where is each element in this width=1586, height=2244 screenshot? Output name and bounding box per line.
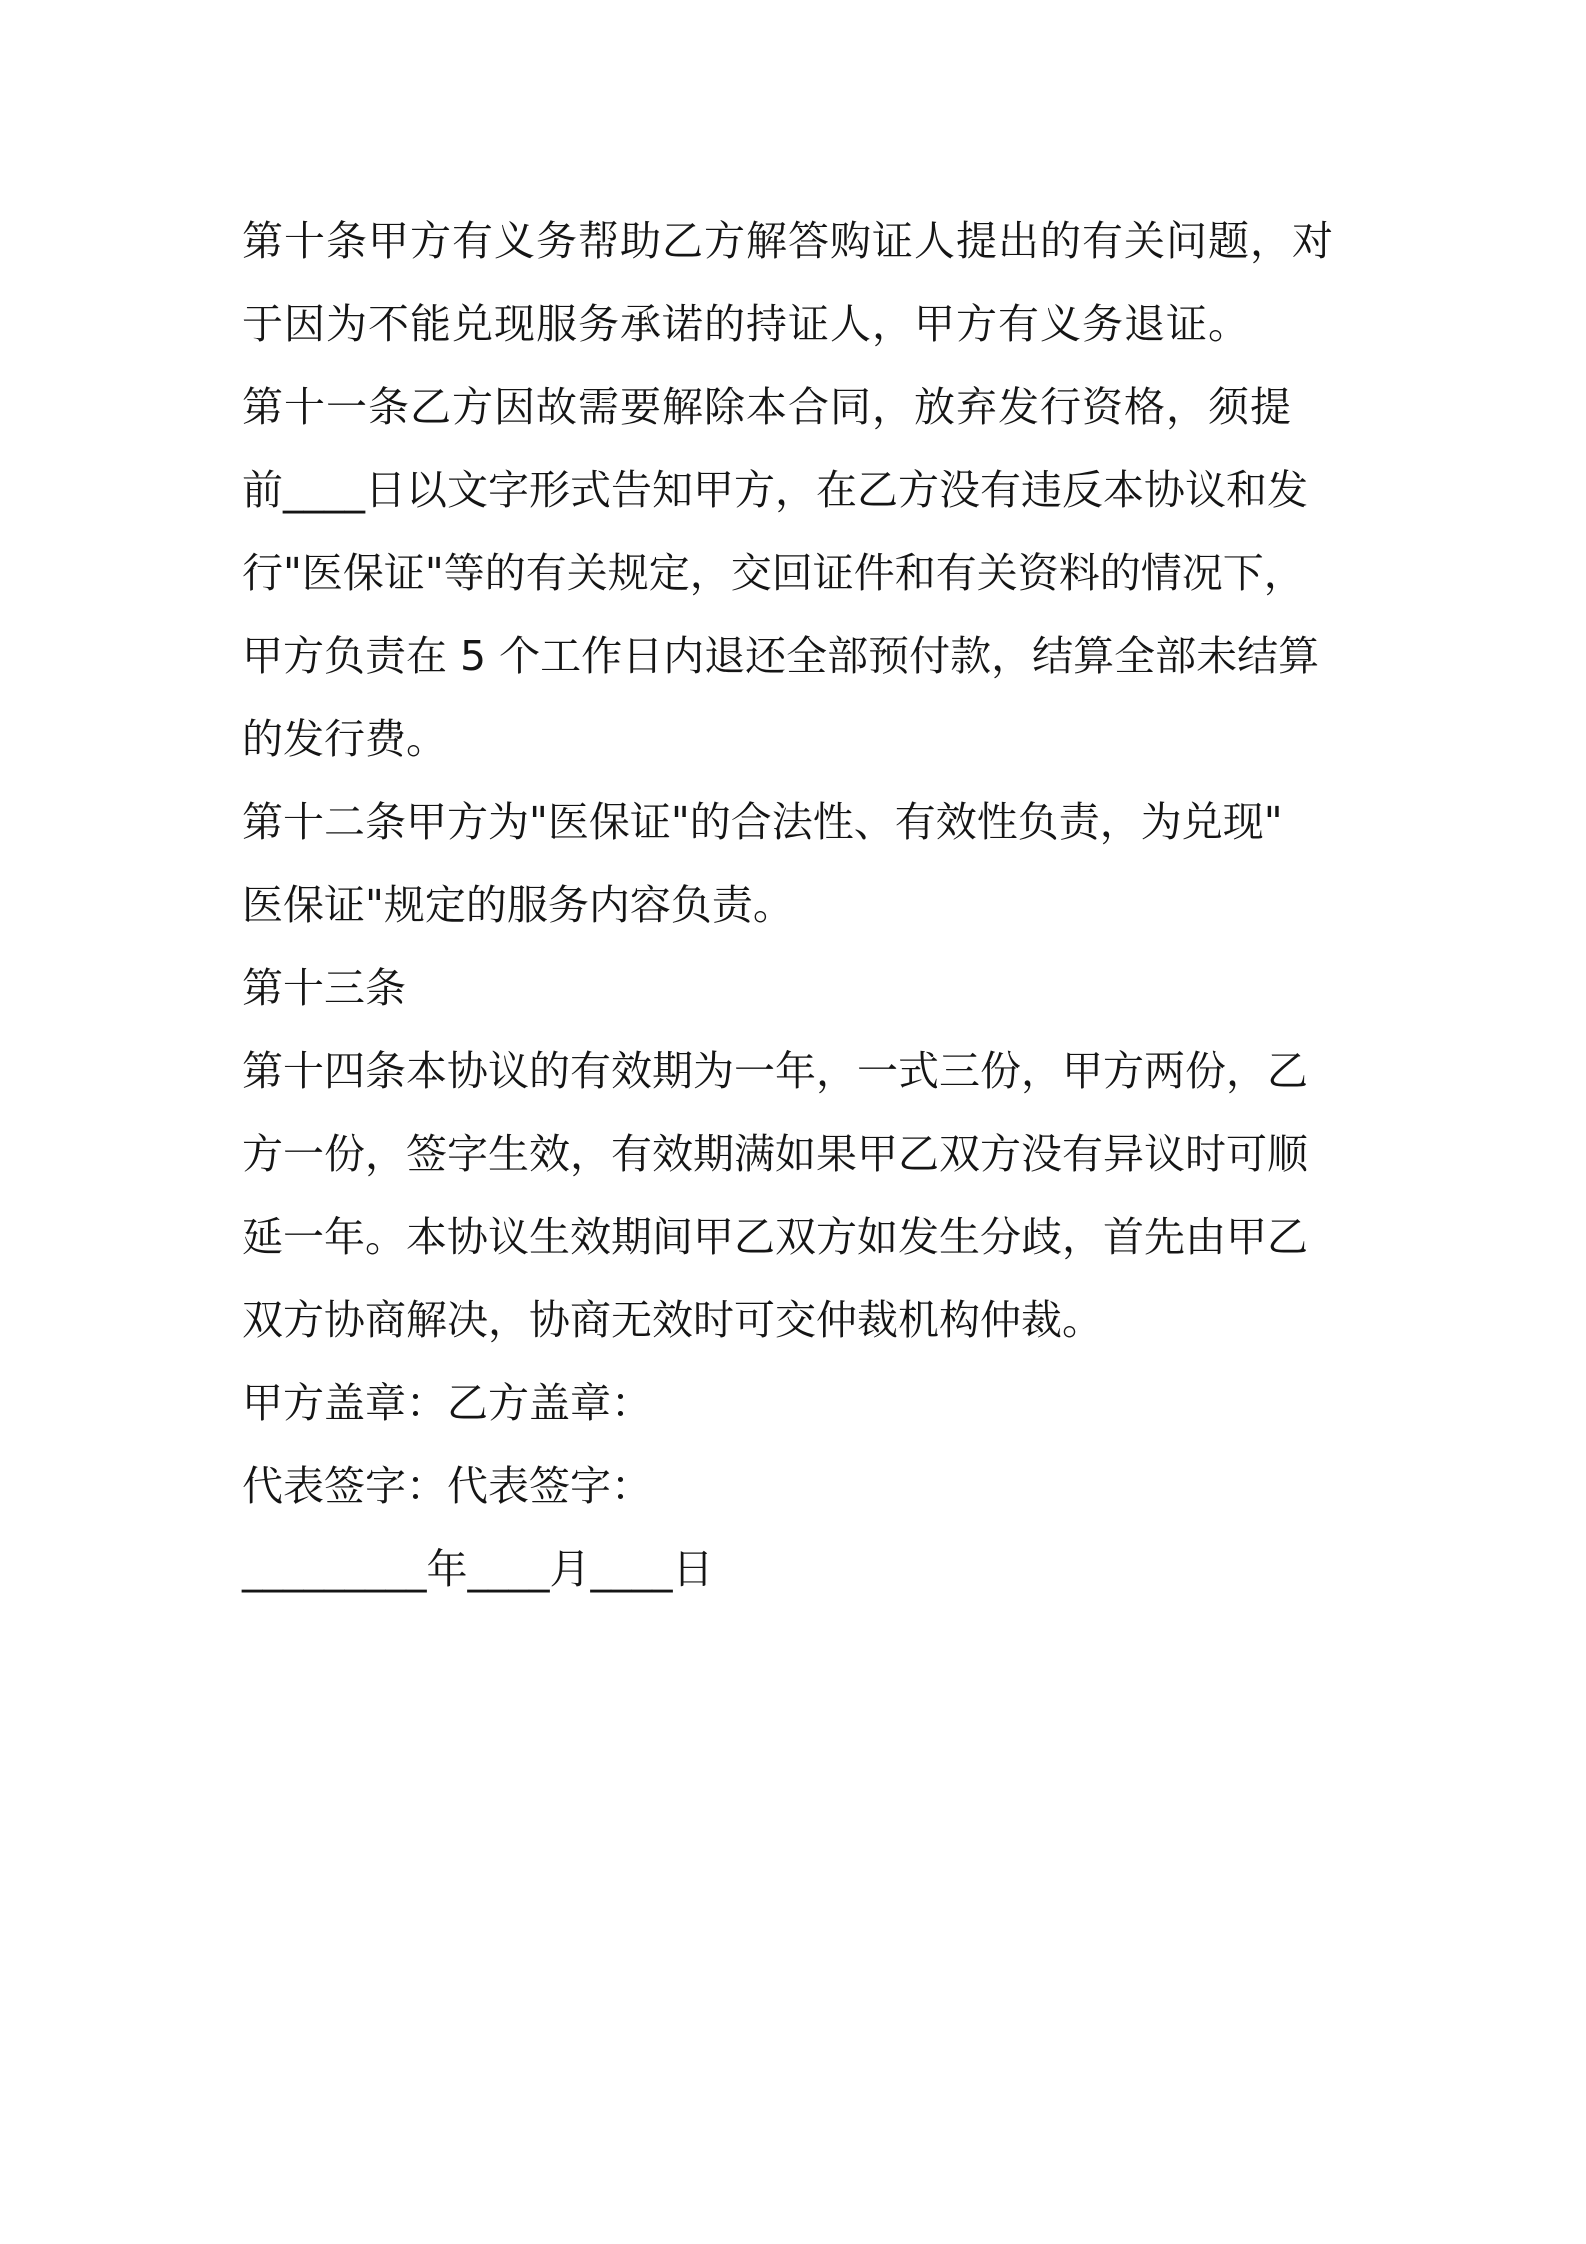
article-11-line-2: 前____日以文字形式告知甲方，在乙方没有违反本协议和发 — [242, 466, 1308, 514]
article-14-line-3: 延一年。本协议生效期间甲乙双方如发生分歧，首先由甲乙 — [242, 1213, 1308, 1261]
seal-line: 甲方盖章：乙方盖章： — [242, 1379, 652, 1427]
article-11-line-4: 甲方负责在 5 个工作日内退还全部预付款，结算全部未结算 — [242, 632, 1320, 680]
article-10-line-2: 于因为不能兑现服务承诺的持证人，甲方有义务退证。 — [242, 300, 1250, 348]
article-11-line-1: 第十一条乙方因故需要解除本合同，放弃发行资格，须提 — [242, 383, 1292, 431]
date-line: _________年____月____日 — [242, 1545, 714, 1593]
article-11-line-3: 行"医保证"等的有关规定，交回证件和有关资料的情况下， — [242, 549, 1305, 597]
article-14-line-2: 方一份，签字生效，有效期满如果甲乙双方没有异议时可顺 — [242, 1130, 1308, 1178]
document-body — [242, 200, 1356, 1611]
signature-line: 代表签字：代表签字： — [242, 1462, 652, 1510]
article-10-line-1: 第十条甲方有义务帮助乙方解答购证人提出的有关问题，对 — [242, 217, 1334, 265]
article-12-line-2: 医保证"规定的服务内容负责。 — [242, 881, 794, 929]
article-14-line-4: 双方协商解决，协商无效时可交仲裁机构仲裁。 — [242, 1296, 1103, 1344]
article-13: 第十三条 — [242, 964, 406, 1012]
article-11-line-5: 的发行费。 — [242, 715, 447, 763]
article-14-line-1: 第十四条本协议的有效期为一年，一式三份，甲方两份，乙 — [242, 1047, 1308, 1095]
article-12-line-1: 第十二条甲方为"医保证"的合法性、有效性负责，为兑现" — [242, 798, 1283, 846]
